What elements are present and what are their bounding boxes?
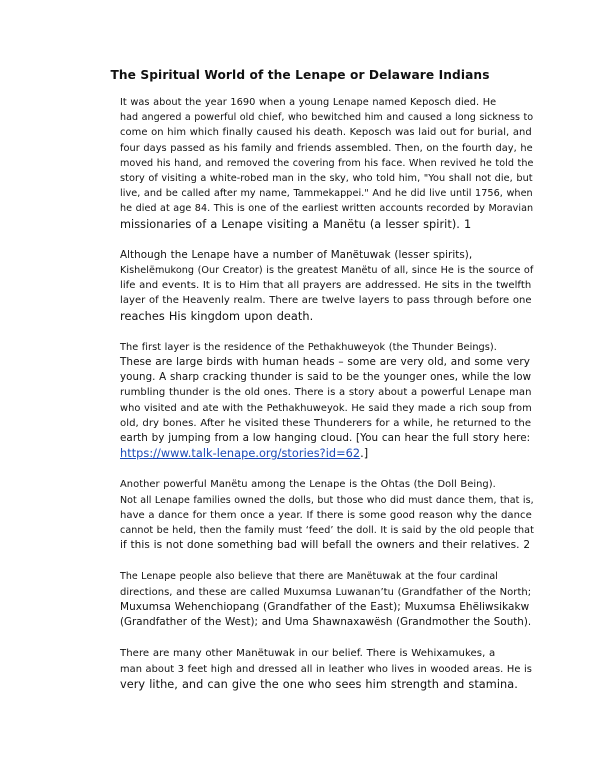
text-line: Not all Lenape families owned the dolls, but those who did must dance them, that is, — [120, 494, 534, 506]
text-line: story of visiting a white-robed man in the sky, who told him, "You shall not die, but — [120, 173, 533, 185]
text-line: The Lenape people also believe that there are Manëtuwak at the four cardinal — [120, 571, 498, 583]
text-line: have a dance for them once a year. If there is some good reason why the dance — [120, 509, 532, 521]
document-body — [84, 95, 534, 692]
text-line: Another powerful Manëtu among the Lenape is the Ohtas (the Doll Being). — [120, 479, 496, 491]
text-line: very lithe, and can give the one who sees him strength and stamina. — [120, 677, 518, 691]
text-line: Although the Lenape have a number of Manëtuwak (lesser spirits), — [120, 248, 473, 261]
paragraph-other-manetuwak — [84, 646, 532, 692]
document-title: The Spiritual World of the Lenape or Delaware Indians — [110, 68, 490, 82]
paragraph-cardinal-directions — [84, 569, 532, 630]
text-line: had angered a powerful old chief, who bewitched him and caused a long sickness to — [120, 112, 534, 124]
text-line: moved his hand, and removed the covering from his face. When revived he told the — [120, 157, 534, 169]
text-line: man about 3 feet high and dressed all in leather who lives in wooded areas. He is — [120, 663, 532, 675]
text-line: The first layer is the residence of the Pethakhuweyok (the Thunder Beings). — [120, 341, 497, 353]
text-line — [84, 446, 529, 461]
text-line: four days passed as his family and friends assembled. Then, on the fourth day, he — [120, 142, 533, 154]
text-line: Kishelëmukong (Our Creator) is the greatest Manëtu of all, since He is the source of — [120, 265, 534, 277]
text-line: if this is not done something bad will befall the owners and their relatives. 2 — [120, 539, 531, 552]
text-line: reaches His kingdom upon death. — [120, 309, 314, 323]
text-line: rumbling thunder is the old ones. There is a story about a powerful Lenape man — [120, 387, 532, 399]
paragraph-creator — [84, 248, 534, 324]
text-line: (Grandfather of the West); and Uma Shawnaxawësh (Grandmother the South). — [120, 616, 532, 629]
text-line: earth by jumping from a low hanging cloud. [You can hear the full story here: — [120, 432, 531, 445]
text-line: It was about the year 1690 when a young Lenape named Keposch died. He — [120, 97, 497, 108]
paragraph-doll-being — [84, 477, 534, 553]
text-line: who visited and ate with the Pethakhuweyok. He said they made a rich soup from — [120, 402, 532, 414]
text-line: young. A sharp cracking thunder is said to be the younger ones, while the low — [120, 371, 532, 384]
text-line: he died at age 84. This is one of the earliest written accounts recorded by Moravian — [120, 203, 534, 215]
text-line: directions, and these are called Muxumsa Luwanan’tu (Grandfather of the North; — [120, 586, 532, 598]
text-line: old, dry bones. After he visited these Thunderers for a while, he returned to the — [120, 417, 532, 429]
text-line: life and events. It is to Him that all prayers are addressed. He sits in the twelfth — [120, 280, 532, 292]
text-line: These are large birds with human heads – some are very old, and some very — [120, 356, 530, 369]
text-line: missionaries of a Lenape visiting a Manëtu (a lesser spirit). 1 — [120, 217, 472, 231]
text-line: cannot be held, then the family must ‘feed’ the doll. It is said by the old people that — [120, 525, 534, 537]
text-line: live, and be called after my name, Tammekappei." And he did live until 1756, when — [120, 188, 533, 200]
text-line: come on him which finally caused his death. Keposch was laid out for burial, and — [120, 127, 532, 139]
text-line: There are many other Manëtuwak in our belief. There is Wehixamukes, a — [120, 648, 496, 660]
story-link[interactable]: https://www.talk-lenape.org/stories?id=62 — [120, 447, 361, 461]
link-trailing-text: .] — [360, 447, 369, 461]
text-line: Muxumsa Wehenchiopang (Grandfather of the East); Muxumsa Ehëliwsikakw — [120, 600, 530, 613]
paragraph-keposch — [84, 95, 534, 232]
paragraph-thunder-beings — [84, 340, 532, 462]
text-line: layer of the Heavenly realm. There are twelve layers to pass through before one — [120, 295, 532, 307]
